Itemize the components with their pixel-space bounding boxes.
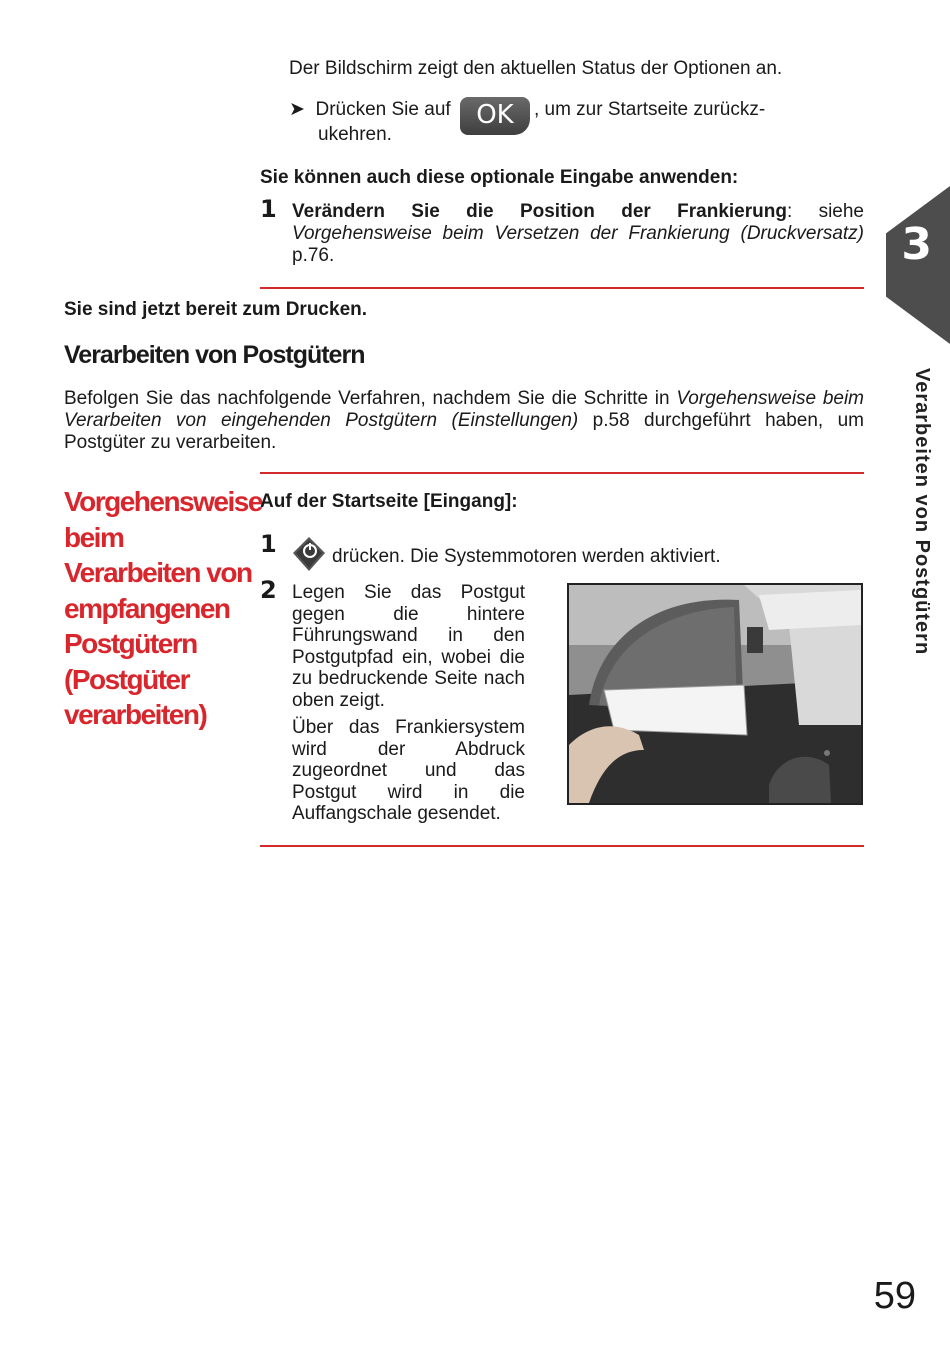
franking-machine-photo <box>567 583 863 805</box>
franking-machine-illustration <box>569 585 861 803</box>
optional-heading: Sie können auch diese optionale Eingabe anwenden: <box>260 167 739 188</box>
step2-text: Legen Sie das Postgut gegen die hintere Führungswand in den Postgutpfad ein, wobei die zu bedruckende Seite nach oben zeigt. <box>292 582 525 711</box>
bullet-continuation: ukehren. <box>318 124 392 145</box>
step1-text: drücken. Die Systemmotoren werden aktiviert. <box>332 546 721 567</box>
optional-step-bold: Verändern Sie die Position der Frankierung <box>292 201 787 222</box>
status-line: Der Bildschirm zeigt den aktuellen Status der Optionen an. <box>289 58 783 79</box>
optional-step-page: p.76. <box>292 245 335 266</box>
ready-message: Sie sind jetzt bereit zum Drucken. <box>64 299 368 320</box>
section-title: Verarbeiten von Postgütern <box>64 341 365 369</box>
optional-step-link[interactable]: Vorgehensweise beim Versetzen der Frankierung (Druckversatz) <box>292 223 864 244</box>
procedure-side-heading: Vorgehensweise beim Verarbeiten von empfangenen Postgütern (Postgüter verarbeiten) <box>64 486 262 730</box>
bullet-post-text: , um zur Startseite zurückz- <box>533 99 766 120</box>
bullet-arrow-icon: ➤ <box>289 99 305 120</box>
step1-number: 1 <box>260 530 277 558</box>
optional-step-text <box>292 201 864 267</box>
start-button-icon <box>292 536 326 572</box>
divider-3 <box>260 845 864 847</box>
step2-text-b: Über das Frankiersystem wird der Abdruck zugeordnet und das Postgut wird in die Auffangschale gesendet. <box>292 717 525 824</box>
chapter-side-title: Verarbeiten von Postgütern <box>911 368 933 656</box>
section-intro <box>64 388 864 454</box>
divider-2 <box>260 472 864 474</box>
bullet-pre-text: Drücken Sie auf <box>315 99 451 120</box>
ok-button-icon: OK <box>460 97 530 135</box>
step1-line <box>292 536 864 572</box>
step2-number: 2 <box>260 576 277 604</box>
start-heading: Auf der Startseite [Eingang]: <box>260 491 518 512</box>
section-intro-pre: Befolgen Sie das nachfolgende Verfahren, nachdem Sie die Schritte in <box>64 388 670 409</box>
chapter-number: 3 <box>901 219 932 270</box>
optional-step-number: 1 <box>260 195 277 223</box>
page-number: 59 <box>873 1275 916 1317</box>
divider-1 <box>260 287 864 289</box>
optional-step-plain: : siehe <box>786 201 865 222</box>
section-intro-post: p.58 durchgeführt haben, um Postgüter zu verarbeiten. <box>64 410 864 453</box>
section-intro-link[interactable]: Vorgehensweise beim Verarbeiten von eingehenden Postgütern (Einstellungen) <box>64 388 865 431</box>
